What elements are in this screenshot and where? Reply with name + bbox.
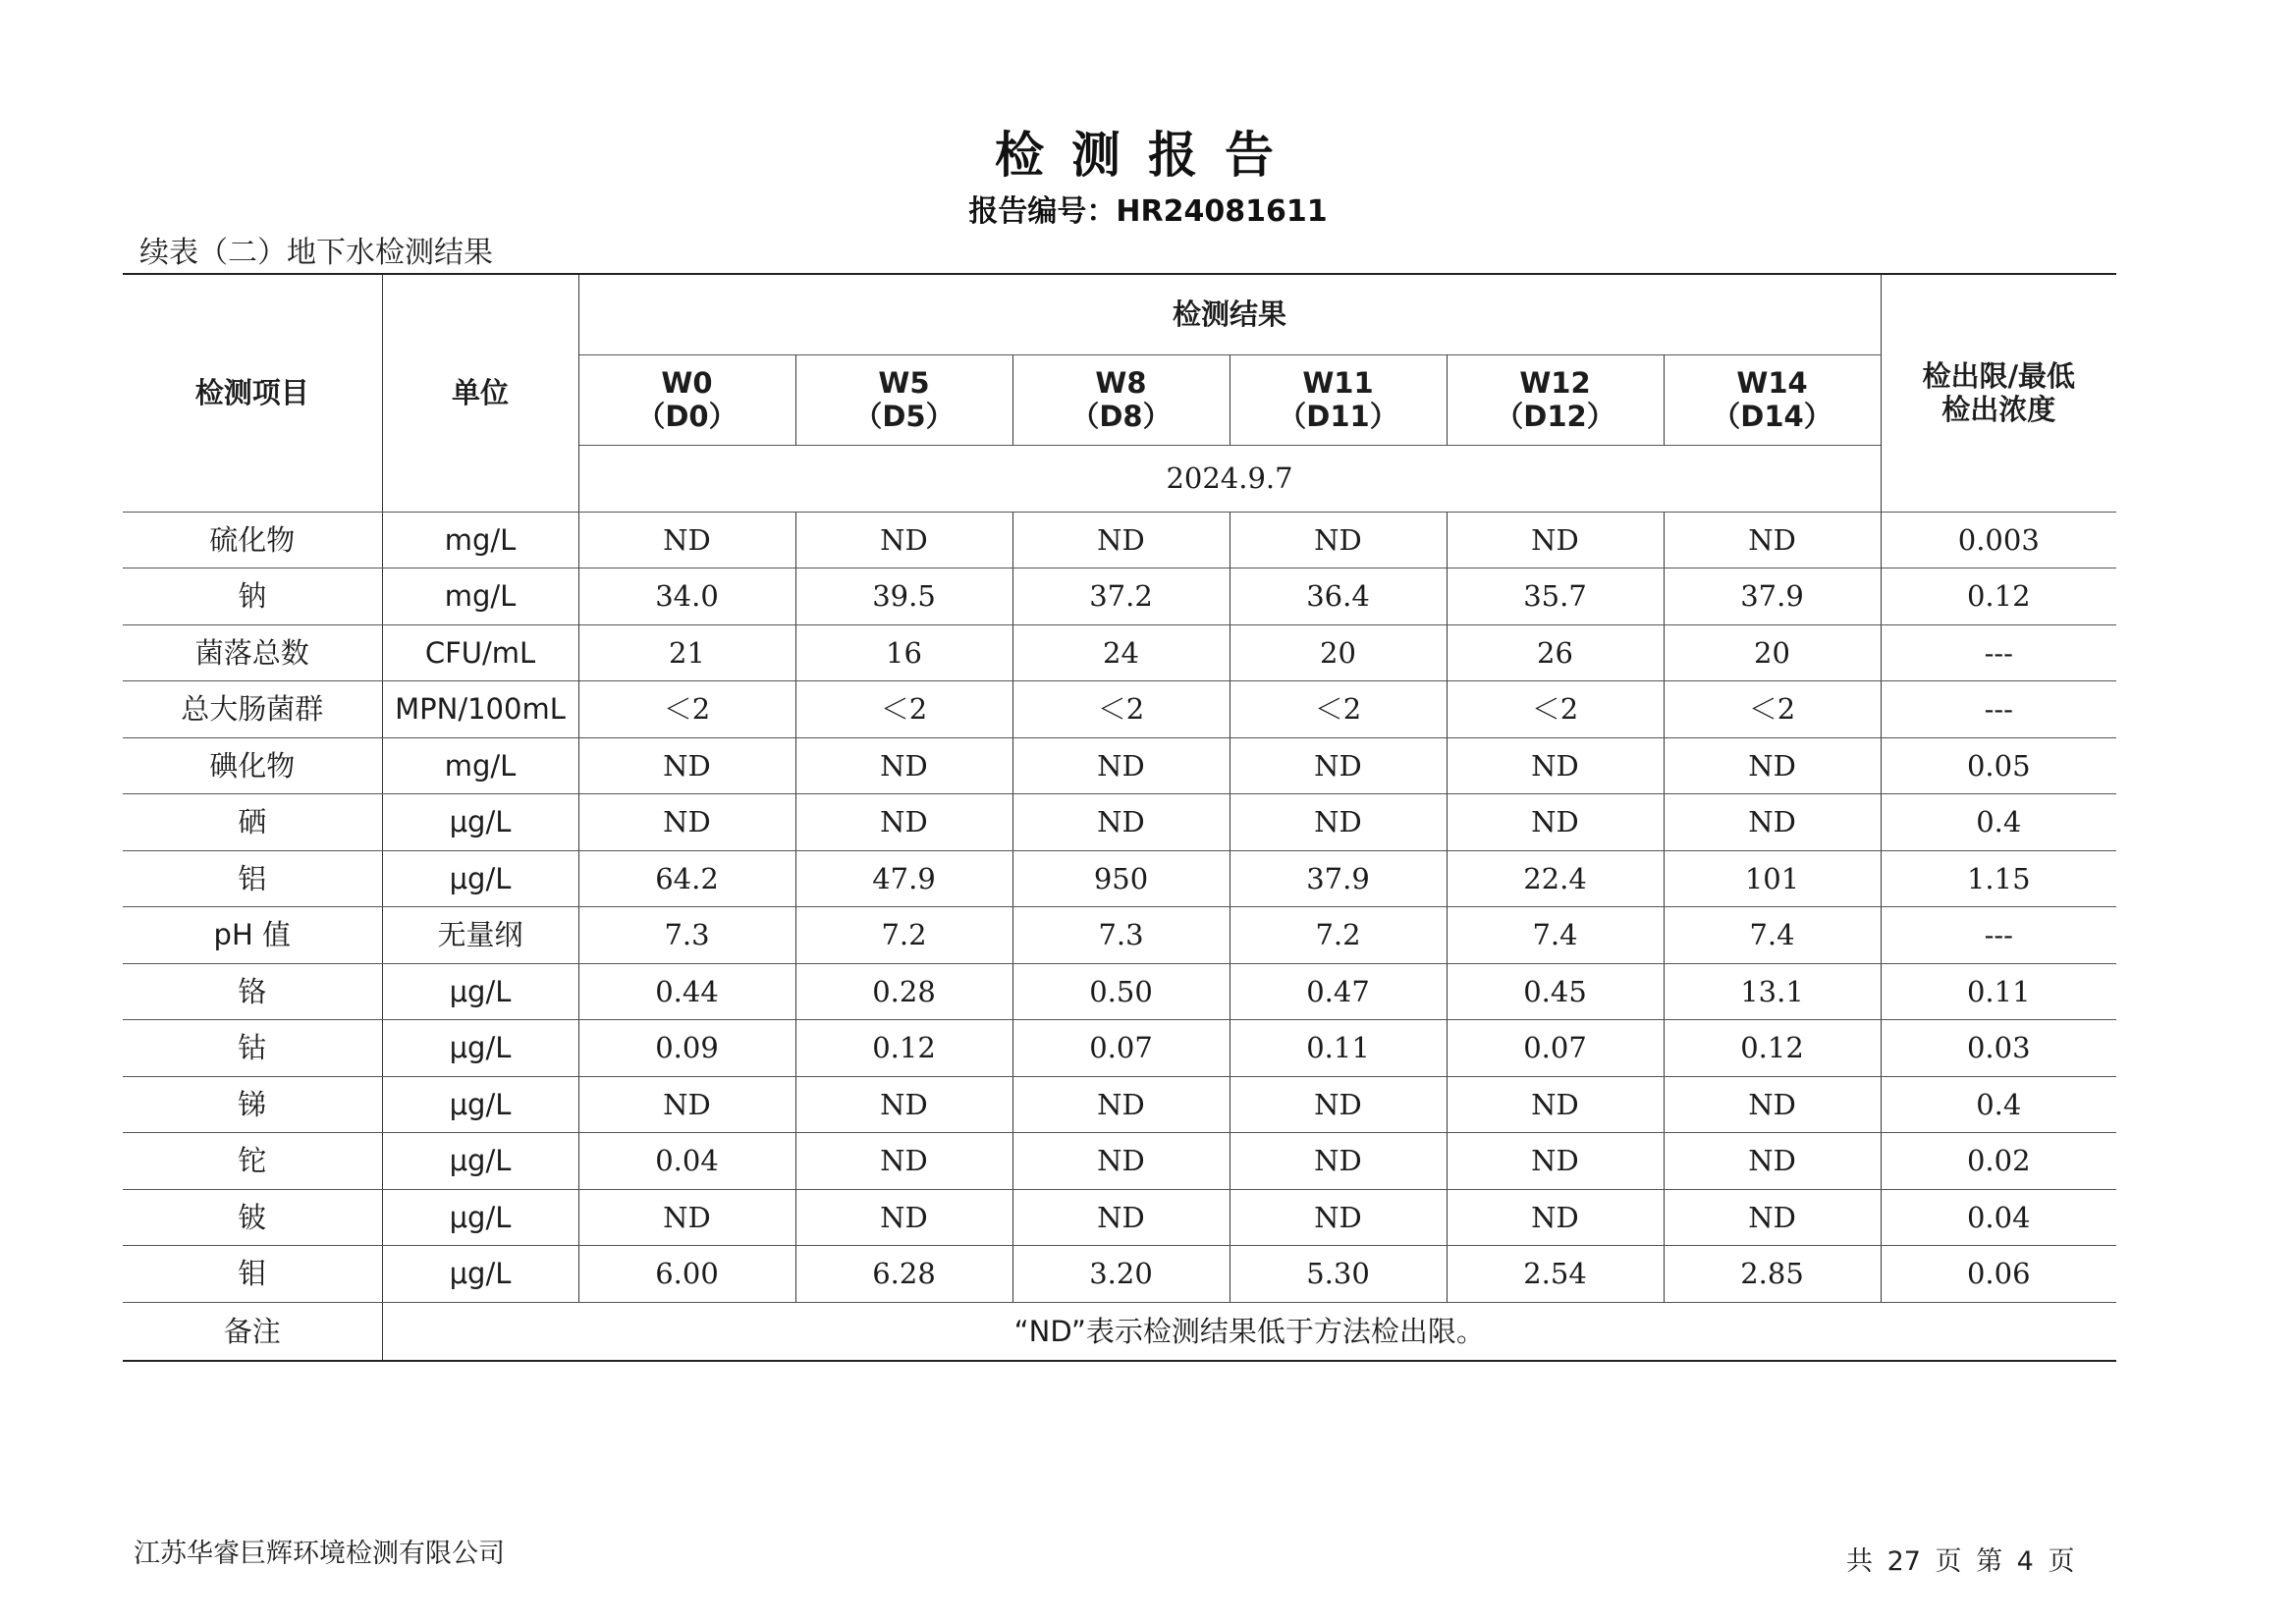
- row-value: ND: [1664, 512, 1881, 568]
- row-item: 锑: [123, 1076, 382, 1133]
- row-value: 26: [1447, 624, 1664, 681]
- row-value: ND: [795, 1076, 1012, 1133]
- row-unit: mg/L: [382, 737, 578, 794]
- report-title: 检测报告: [995, 127, 1301, 184]
- row-limit: 0.02: [1881, 1133, 2116, 1190]
- sample-header: [795, 354, 1012, 445]
- row-value: 35.7: [1447, 568, 1664, 625]
- table-row: [123, 963, 2116, 1020]
- row-unit: μg/L: [382, 850, 578, 907]
- row-value: ND: [1012, 1076, 1230, 1133]
- row-limit: 0.06: [1881, 1246, 2116, 1303]
- table-row: [123, 1189, 2116, 1246]
- row-unit: μg/L: [382, 1020, 578, 1077]
- row-unit: CFU/mL: [382, 624, 578, 681]
- sample-header: [1447, 354, 1664, 445]
- row-value: ND: [1447, 1133, 1664, 1190]
- row-value: ND: [1012, 1133, 1230, 1190]
- row-value: ＜2: [795, 681, 1012, 738]
- table-row: [123, 568, 2116, 625]
- row-value: 0.07: [1012, 1020, 1230, 1077]
- row-value: 34.0: [578, 568, 795, 625]
- sample-id: W5: [878, 366, 930, 400]
- row-value: 0.28: [795, 963, 1012, 1020]
- sample-date: 2024.9.7: [578, 445, 1881, 512]
- company-name: 江苏华睿巨辉环境检测有限公司: [134, 1539, 505, 1569]
- row-value: 0.11: [1230, 1020, 1447, 1077]
- row-value: ND: [1012, 512, 1230, 568]
- row-value: ND: [578, 1189, 795, 1246]
- row-value: 0.04: [578, 1133, 795, 1190]
- note-row: [123, 1302, 2116, 1361]
- row-unit: μg/L: [382, 794, 578, 851]
- note-text: “ND”表示检测结果低于方法检出限。: [382, 1302, 2116, 1361]
- row-value: 0.44: [578, 963, 795, 1020]
- row-value: 7.2: [1230, 907, 1447, 964]
- row-limit: ---: [1881, 681, 2116, 738]
- row-value: 0.45: [1447, 963, 1664, 1020]
- row-value: 37.9: [1664, 568, 1881, 625]
- sample-code: （D5）: [853, 400, 955, 433]
- col-header-results: 检测结果: [578, 274, 1881, 354]
- row-limit: 0.04: [1881, 1189, 2116, 1246]
- row-value: 6.28: [795, 1246, 1012, 1303]
- row-value: ＜2: [1447, 681, 1664, 738]
- row-value: 13.1: [1664, 963, 1881, 1020]
- row-limit: 0.05: [1881, 737, 2116, 794]
- row-value: 0.09: [578, 1020, 795, 1077]
- col-header-limit: [1881, 274, 2116, 512]
- sample-header: [1664, 354, 1881, 445]
- sample-code: （D0）: [636, 400, 738, 433]
- row-value: ND: [1447, 1076, 1664, 1133]
- row-value: 22.4: [1447, 850, 1664, 907]
- row-item: 铍: [123, 1189, 382, 1246]
- results-table: [123, 273, 2116, 1362]
- row-value: 0.07: [1447, 1020, 1664, 1077]
- table-row: [123, 1246, 2116, 1303]
- sample-id: W0: [661, 366, 713, 400]
- row-value: 24: [1012, 624, 1230, 681]
- table-row: [123, 624, 2116, 681]
- row-limit: 0.003: [1881, 512, 2116, 568]
- row-limit: 0.11: [1881, 963, 2116, 1020]
- row-value: 39.5: [795, 568, 1012, 625]
- row-value: ND: [1230, 512, 1447, 568]
- row-value: ND: [1012, 1189, 1230, 1246]
- sample-header: [1012, 354, 1230, 445]
- row-value: 64.2: [578, 850, 795, 907]
- row-value: 0.12: [795, 1020, 1012, 1077]
- row-item: 钴: [123, 1020, 382, 1077]
- sample-code: （D11）: [1278, 400, 1398, 433]
- row-unit: μg/L: [382, 1133, 578, 1190]
- row-value: 2.85: [1664, 1246, 1881, 1303]
- table-row: [123, 1076, 2116, 1133]
- row-value: ND: [1230, 1133, 1447, 1190]
- row-value: 2.54: [1447, 1246, 1664, 1303]
- row-value: ND: [1664, 737, 1881, 794]
- col-header-limit-line2: 检出浓度: [1941, 393, 2056, 427]
- sample-id: W12: [1519, 366, 1591, 400]
- row-value: ND: [578, 1076, 795, 1133]
- row-value: ND: [1664, 1076, 1881, 1133]
- row-value: 101: [1664, 850, 1881, 907]
- row-value: ND: [1230, 1076, 1447, 1133]
- row-unit: μg/L: [382, 1189, 578, 1246]
- sample-code: （D8）: [1070, 400, 1172, 433]
- table-caption: 续表（二）地下水检测结果: [139, 236, 493, 270]
- row-value: 37.9: [1230, 850, 1447, 907]
- row-value: ＜2: [1230, 681, 1447, 738]
- sample-header: [1230, 354, 1447, 445]
- row-value: 20: [1664, 624, 1881, 681]
- row-value: 20: [1230, 624, 1447, 681]
- row-value: ND: [1447, 512, 1664, 568]
- row-unit: μg/L: [382, 1076, 578, 1133]
- row-unit: MPN/100mL: [382, 681, 578, 738]
- note-label: 备注: [123, 1302, 382, 1361]
- row-unit: 无量纲: [382, 907, 578, 964]
- row-item: 硒: [123, 794, 382, 851]
- row-item: 铊: [123, 1133, 382, 1190]
- row-value: ND: [578, 794, 795, 851]
- row-unit: μg/L: [382, 963, 578, 1020]
- row-value: ND: [1230, 1189, 1447, 1246]
- row-value: 7.3: [1012, 907, 1230, 964]
- row-item: 钠: [123, 568, 382, 625]
- row-value: 5.30: [1230, 1246, 1447, 1303]
- row-value: ND: [795, 737, 1012, 794]
- row-value: ND: [1664, 794, 1881, 851]
- row-value: ND: [795, 794, 1012, 851]
- table-row: [123, 737, 2116, 794]
- header-row-1: [123, 274, 2116, 354]
- report-number: 报告编号：HR24081611: [968, 194, 1328, 229]
- row-item: 钼: [123, 1246, 382, 1303]
- row-value: 0.47: [1230, 963, 1447, 1020]
- row-item: pH 值: [123, 907, 382, 964]
- col-header-unit: 单位: [382, 274, 578, 512]
- row-limit: ---: [1881, 907, 2116, 964]
- row-value: ＜2: [578, 681, 795, 738]
- row-limit: 1.15: [1881, 850, 2116, 907]
- row-item: 铬: [123, 963, 382, 1020]
- row-value: 0.50: [1012, 963, 1230, 1020]
- sample-code: （D14）: [1712, 400, 1832, 433]
- sample-id: W8: [1095, 366, 1147, 400]
- table-row: [123, 681, 2116, 738]
- row-unit: mg/L: [382, 568, 578, 625]
- row-value: 950: [1012, 850, 1230, 907]
- row-value: 0.12: [1664, 1020, 1881, 1077]
- sample-id: W11: [1302, 366, 1374, 400]
- row-item: 碘化物: [123, 737, 382, 794]
- row-value: ND: [1447, 794, 1664, 851]
- row-value: ND: [1664, 1189, 1881, 1246]
- row-value: ND: [1230, 737, 1447, 794]
- row-value: 7.4: [1447, 907, 1664, 964]
- row-value: 7.3: [578, 907, 795, 964]
- table-row: [123, 1020, 2116, 1077]
- row-value: ＜2: [1012, 681, 1230, 738]
- row-value: ND: [578, 512, 795, 568]
- row-value: ND: [795, 512, 1012, 568]
- row-item: 菌落总数: [123, 624, 382, 681]
- row-unit: mg/L: [382, 512, 578, 568]
- row-item: 总大肠菌群: [123, 681, 382, 738]
- row-limit: 0.4: [1881, 1076, 2116, 1133]
- row-value: 6.00: [578, 1246, 795, 1303]
- sample-code: （D12）: [1495, 400, 1615, 433]
- row-value: 3.20: [1012, 1246, 1230, 1303]
- row-limit: 0.4: [1881, 794, 2116, 851]
- sample-header: [578, 354, 795, 445]
- row-value: 37.2: [1012, 568, 1230, 625]
- table-row: [123, 907, 2116, 964]
- row-limit: ---: [1881, 624, 2116, 681]
- table-row: [123, 850, 2116, 907]
- table-row: [123, 794, 2116, 851]
- page-counter: 共 27 页 第 4 页: [1846, 1546, 2075, 1577]
- row-unit: μg/L: [382, 1246, 578, 1303]
- row-value: 7.4: [1664, 907, 1881, 964]
- row-value: 36.4: [1230, 568, 1447, 625]
- col-header-limit-line1: 检出限/最低: [1922, 359, 2076, 394]
- row-limit: 0.12: [1881, 568, 2116, 625]
- row-value: ND: [795, 1189, 1012, 1246]
- row-value: ND: [1012, 794, 1230, 851]
- sample-id: W14: [1736, 366, 1808, 400]
- row-value: ND: [1447, 737, 1664, 794]
- row-limit: 0.03: [1881, 1020, 2116, 1077]
- row-value: 21: [578, 624, 795, 681]
- table-row: [123, 512, 2116, 568]
- row-value: ND: [1230, 794, 1447, 851]
- row-value: ND: [1664, 1133, 1881, 1190]
- row-value: ND: [795, 1133, 1012, 1190]
- row-value: 47.9: [795, 850, 1012, 907]
- row-value: ND: [1447, 1189, 1664, 1246]
- row-item: 铝: [123, 850, 382, 907]
- row-value: ND: [1012, 737, 1230, 794]
- row-value: 7.2: [795, 907, 1012, 964]
- row-item: 硫化物: [123, 512, 382, 568]
- row-value: ＜2: [1664, 681, 1881, 738]
- row-value: 16: [795, 624, 1012, 681]
- col-header-item: 检测项目: [123, 274, 382, 512]
- table-row: [123, 1133, 2116, 1190]
- row-value: ND: [578, 737, 795, 794]
